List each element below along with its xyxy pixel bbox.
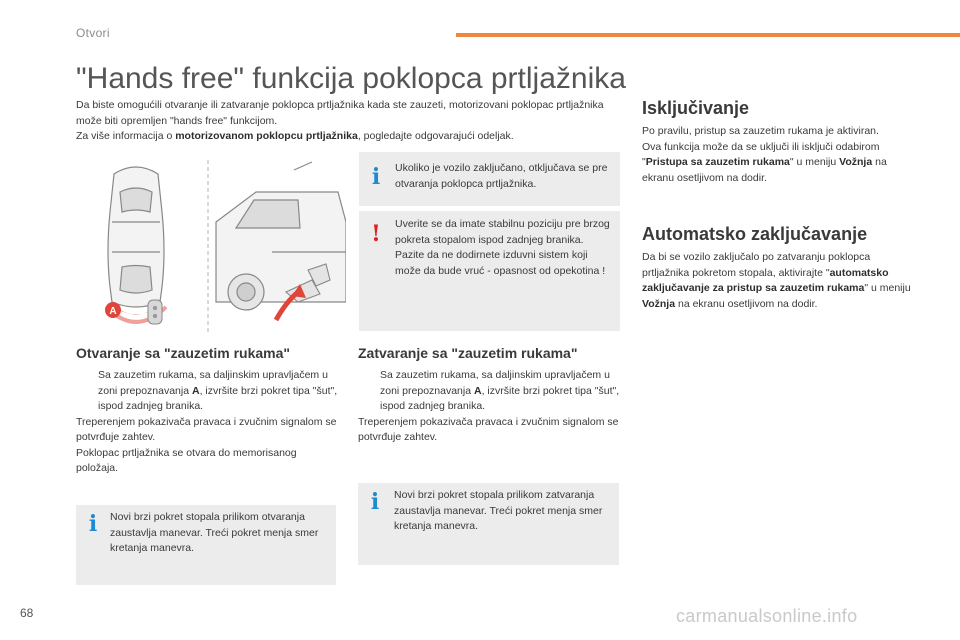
warning-text-2: Pazite da ne dodirnete izduvni sistem koji može da bude vruć - opasnost od opekotina ! (395, 249, 606, 277)
heading-close-hands-free: Zatvaranje sa "zauzetim rukama" (358, 345, 578, 361)
car-rear-view (216, 192, 346, 310)
disable-para-2: Ova funkcija može da se uključi ili isključi odabirom "Pristupa sa zauzetim rukama" u meniju Vožnja na ekranu osetljivom na dodir. (642, 140, 887, 184)
autolock-para: Da bi se vozilo zaključalo po zatvaranju poklopca prtljažnika pokretom stopala, aktivirajte "automatsko zaključavanje za pristup sa zauzetim rukama" u meniju Vožnja na ekranu osetljivom na dodir. (642, 251, 911, 310)
info-box-open-note-text: Novi brzi pokret stopala prilikom otvaranja zaustavlja manevar. Treći pokret menja smer kretanja manevra. (110, 511, 319, 554)
info-icon: i (370, 489, 380, 515)
car-top-view (108, 167, 164, 307)
autolock-section-body (642, 250, 912, 312)
intro-line-1: Da biste omogućili otvaranje ili zatvaranje poklopca prtljažnika kada ste zauzeti, motorizovani poklopac prtljažnika može biti opremljen "hands free" funkcijom. (76, 99, 604, 127)
heading-open-hands-free: Otvaranje sa "zauzetim rukama" (76, 345, 291, 361)
disable-para-1: Po pravilu, pristup sa zauzetim rukama je aktiviran. (642, 125, 879, 137)
open-bullet-item: Sa zauzetim rukama, sa daljinskim upravljačem u zoni prepoznavanja A, izvršite brzi pokret tipa "šut", ispod zadnjeg branika. (98, 369, 338, 412)
info-box-unlock (359, 152, 620, 206)
open-para-1: Treperenjem pokazivača pravaca i zvučnim signalom se potvrđuje zahtev. (76, 415, 337, 443)
disable-section-body (642, 124, 912, 186)
warning-text-1: Uverite se da imate stabilnu poziciju pre brzog pokreta stopalom ispod zadnjeg branika. (395, 218, 610, 246)
warning-box (359, 211, 620, 331)
info-box-unlock-text: Ukoliko je vozilo zaključano, otključava se pre otvaranja poklopca prtljažnika. (395, 162, 608, 190)
close-bullet-item: Sa zauzetim rukama, sa daljinskim upravljačem u zoni prepoznavanja A, izvršite brzi pokret tipa "šut", ispod zadnjeg branika. (380, 369, 620, 412)
watermark: carmanualsonline.info (676, 606, 858, 626)
warning-icon: ! (371, 221, 381, 247)
intro-text (76, 98, 616, 145)
info-box-open-note (76, 505, 336, 585)
info-box-close-note (358, 483, 619, 565)
page-title: "Hands free" funkcija poklopca prtljažnika (76, 62, 626, 95)
hands-free-illustration (76, 152, 346, 342)
heading-auto-lock: Automatsko zaključavanje (642, 224, 868, 244)
intro-line-2: Za više informacija o motorizovanom poklopcu prtljažnika, pogledajte odgovarajući odeljak. (76, 130, 514, 142)
page-number: 68 (20, 606, 34, 620)
zone-marker-label: A (109, 306, 117, 317)
section-label: Otvori (76, 26, 110, 40)
tailgate-indicator (294, 162, 312, 170)
info-box-close-note-text: Novi brzi pokret stopala prilikom zatvaranja zaustavlja manevar. Treći pokret menja smer kretanja manevra. (394, 489, 603, 532)
info-icon: i (371, 164, 381, 190)
illustration-svg (76, 152, 346, 342)
close-section-body (358, 368, 620, 446)
info-icon: i (88, 511, 98, 537)
open-section-body (76, 368, 338, 477)
open-para-2: Poklopac prtljažnika se otvara do memorisanog položaja. (76, 446, 297, 474)
close-para-1: Treperenjem pokazivača pravaca i zvučnim signalom se potvrđuje zahtev. (358, 415, 619, 443)
heading-disable: Isključivanje (642, 98, 750, 118)
key-fob-icon (148, 300, 162, 324)
warning-box-text (395, 217, 615, 279)
header-accent-rule (456, 33, 960, 37)
